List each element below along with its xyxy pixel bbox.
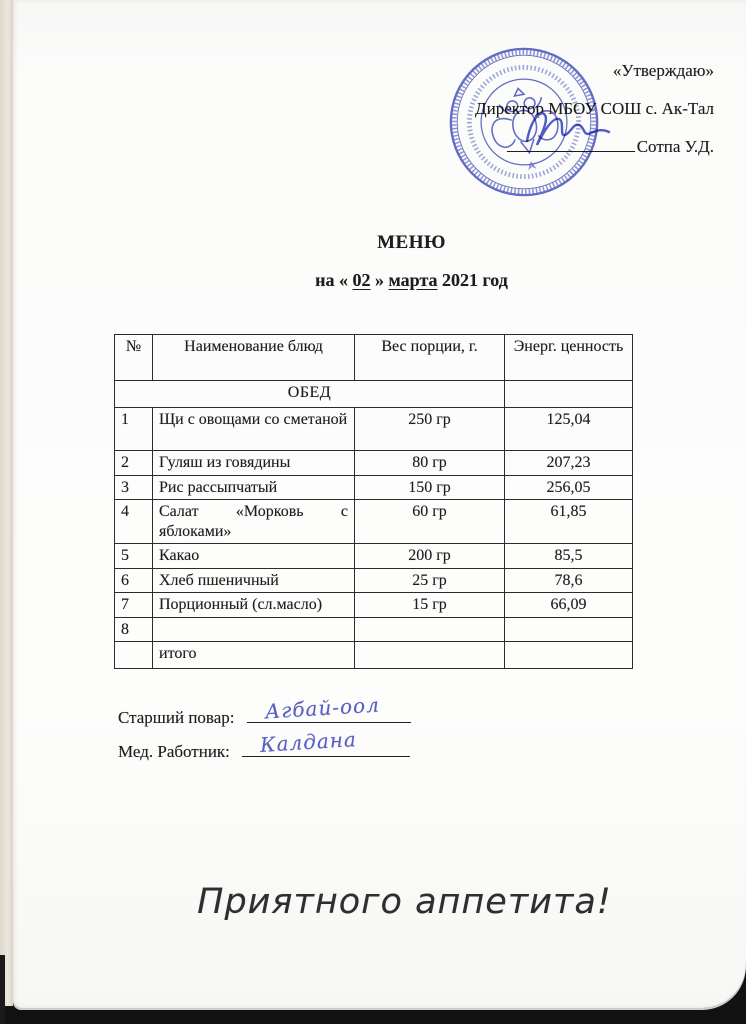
dish-weight: 80 гр: [355, 451, 505, 476]
director-name: Сотпа У.Д.: [636, 137, 714, 156]
total-label: итого: [153, 642, 355, 669]
table-row: [115, 408, 633, 451]
dish-energy: 256,05: [505, 475, 633, 500]
bon-appetit-text: Приятного аппетита!: [197, 882, 612, 922]
menu-table: [114, 334, 633, 669]
date-line: [77, 270, 746, 291]
dish-name: Гуляш из говядины: [153, 451, 355, 476]
total-energy-cell: [505, 642, 633, 669]
col-header-num: №: [115, 335, 153, 381]
date-prefix: на «: [315, 270, 349, 290]
approval-word: «Утверждаю»: [612, 61, 714, 80]
table-row: [115, 451, 633, 476]
dish-energy: 61,85: [505, 500, 633, 544]
dish-weight: 25 гр: [355, 568, 505, 593]
dish-energy: 85,5: [505, 544, 633, 569]
med-signature-line: [242, 727, 410, 757]
dish-energy: 207,23: [505, 451, 633, 476]
date-year: 2021 год: [442, 270, 508, 290]
row-num: 8: [115, 617, 153, 642]
chef-signature-row: [118, 692, 411, 728]
date-month: марта: [388, 270, 438, 290]
dish-weight: [355, 617, 505, 642]
date-day: 02: [352, 270, 371, 290]
col-header-weight: Вес порции, г.: [355, 335, 505, 381]
page-title: МЕНЮ: [377, 232, 446, 253]
dish-weight: 250 гр: [355, 408, 505, 451]
row-num: 1: [115, 408, 153, 451]
dish-energy: [505, 617, 633, 642]
dish-name: Рис рассыпчатый: [153, 475, 355, 500]
dish-weight: 200 гр: [355, 544, 505, 569]
row-num: 4: [115, 500, 153, 544]
section-row: [115, 381, 633, 408]
total-row: [115, 642, 633, 669]
section-label: ОБЕД: [115, 381, 505, 408]
dish-name: Щи с овощами со сметаной: [153, 408, 355, 451]
row-num: 2: [115, 451, 153, 476]
table-row: [115, 617, 633, 642]
med-signature-handwriting: Калдана: [259, 727, 358, 757]
dish-weight: 150 гр: [355, 475, 505, 500]
chef-signature-line: [247, 692, 411, 724]
col-header-name: Наименование блюд: [153, 335, 355, 381]
table-header-row: [115, 335, 633, 381]
table-row: [115, 500, 633, 544]
dish-weight: 15 гр: [355, 593, 505, 618]
table-row: [115, 593, 633, 618]
title-block: [13, 232, 746, 291]
dish-energy: 66,09: [505, 593, 633, 618]
total-num-cell: [115, 642, 153, 669]
paper-page: [13, 0, 746, 1008]
dish-name: Какао: [153, 544, 355, 569]
dish-name: Хлеб пшеничный: [153, 568, 355, 593]
dish-name: [153, 617, 355, 642]
section-row-empty-cell: [505, 381, 633, 408]
table-row: [115, 475, 633, 500]
med-label: Мед. Работник:: [118, 742, 230, 761]
dish-name: Салат «Морковь с яблоками»: [153, 500, 355, 544]
total-weight-cell: [355, 642, 505, 669]
row-num: 7: [115, 593, 153, 618]
scan-left-edge: [0, 0, 13, 1006]
scan-corner-shadow: [0, 955, 5, 1024]
table-row: [115, 568, 633, 593]
dish-energy: 125,04: [505, 408, 633, 451]
col-header-energy: Энерг. ценность: [505, 335, 633, 381]
med-signature-row: [118, 727, 410, 762]
chef-signature-handwriting: Агбай-оол: [264, 692, 381, 724]
dish-weight: 60 гр: [355, 500, 505, 544]
row-num: 3: [115, 475, 153, 500]
dish-energy: 78,6: [505, 568, 633, 593]
approval-director-line: Директор МБОУ СОШ с. Ак-Тал: [475, 99, 714, 118]
table-row: [115, 544, 633, 569]
date-close-quote: »: [375, 270, 385, 290]
dish-name: Порционный (сл.масло): [153, 593, 355, 618]
chef-label: Старший повар:: [118, 708, 235, 727]
official-stamp-icon: [446, 44, 602, 200]
row-num: 6: [115, 568, 153, 593]
eagle-emblem-icon: [485, 83, 562, 159]
row-num: 5: [115, 544, 153, 569]
